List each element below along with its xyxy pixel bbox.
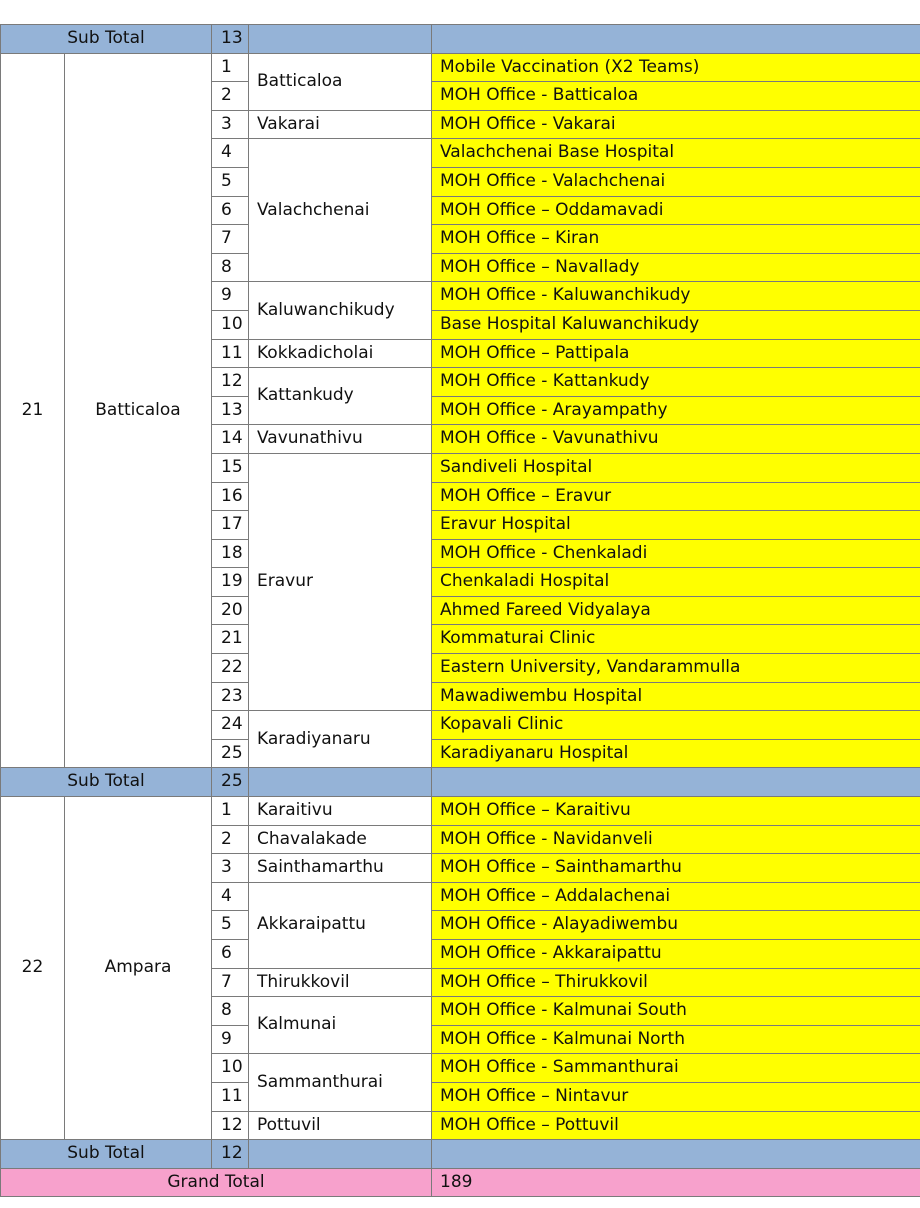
vaccination-location: MOH Office - Kalmunai South [432, 997, 920, 1026]
subtotal-label: Sub Total [1, 25, 212, 54]
row-number: 11 [212, 1082, 249, 1111]
row-number: 4 [212, 882, 249, 911]
row-number: 2 [212, 82, 249, 111]
subtotal-empty-cell [249, 1140, 432, 1169]
row-number: 21 [212, 625, 249, 654]
row-number: 5 [212, 911, 249, 940]
subtotal-row [1, 1140, 920, 1169]
row-number: 12 [212, 368, 249, 397]
moh-area: Kaluwanchikudy [249, 282, 432, 339]
moh-area: Akkaraipattu [249, 882, 432, 968]
vaccination-location: MOH Office – Pottuvil [432, 1111, 920, 1140]
vaccination-location: MOH Office - Vakarai [432, 110, 920, 139]
district-name: Batticaloa [65, 53, 212, 768]
row-number: 6 [212, 940, 249, 969]
subtotal-label: Sub Total [1, 1140, 212, 1169]
moh-area: Vavunathivu [249, 425, 432, 454]
vaccination-location: MOH Office - Akkaraipattu [432, 940, 920, 969]
row-number: 10 [212, 310, 249, 339]
vaccination-location: MOH Office - Chenkaladi [432, 539, 920, 568]
row-number: 12 [212, 1111, 249, 1140]
moh-area: Kattankudy [249, 368, 432, 425]
moh-area: Kokkadicholai [249, 339, 432, 368]
table-row [1, 797, 920, 826]
row-number: 5 [212, 167, 249, 196]
vaccination-location: MOH Office – Thirukkovil [432, 968, 920, 997]
vaccination-location: MOH Office - Batticaloa [432, 82, 920, 111]
moh-area: Batticaloa [249, 53, 432, 110]
row-number: 1 [212, 797, 249, 826]
vaccination-location: MOH Office – Nintavur [432, 1082, 920, 1111]
row-number: 14 [212, 425, 249, 454]
table-row [1, 53, 920, 82]
row-number: 25 [212, 739, 249, 768]
moh-area: Sainthamarthu [249, 854, 432, 883]
row-number: 15 [212, 453, 249, 482]
subtotal-value: 12 [212, 1140, 249, 1169]
subtotal-empty-cell [249, 25, 432, 54]
row-number: 10 [212, 1054, 249, 1083]
moh-area: Eravur [249, 453, 432, 710]
vaccination-location: Mobile Vaccination (X2 Teams) [432, 53, 920, 82]
vaccination-location: Valachchenai Base Hospital [432, 139, 920, 168]
row-number: 20 [212, 596, 249, 625]
row-number: 1 [212, 53, 249, 82]
subtotal-label: Sub Total [1, 768, 212, 797]
vaccination-location: MOH Office - Kalmunai North [432, 1025, 920, 1054]
vaccination-location: MOH Office - Navidanveli [432, 825, 920, 854]
vaccination-location: MOH Office - Sammanthurai [432, 1054, 920, 1083]
vaccination-location: MOH Office – Oddamavadi [432, 196, 920, 225]
vaccination-location: MOH Office – Pattipala [432, 339, 920, 368]
grand-total-row [1, 1168, 920, 1197]
subtotal-empty-cell [432, 768, 920, 797]
vaccination-location: MOH Office – Kiran [432, 225, 920, 254]
subtotal-row [1, 768, 920, 797]
row-number: 23 [212, 682, 249, 711]
vaccination-location: MOH Office – Addalachenai [432, 882, 920, 911]
row-number: 19 [212, 568, 249, 597]
vaccination-location: MOH Office - Kattankudy [432, 368, 920, 397]
subtotal-value: 25 [212, 768, 249, 797]
vaccination-location: MOH Office - Vavunathivu [432, 425, 920, 454]
district-number: 22 [1, 797, 65, 1140]
moh-area: Karaitivu [249, 797, 432, 826]
subtotal-empty-cell [432, 1140, 920, 1169]
row-number: 24 [212, 711, 249, 740]
vaccination-location: Base Hospital Kaluwanchikudy [432, 310, 920, 339]
moh-area: Valachchenai [249, 139, 432, 282]
moh-area: Pottuvil [249, 1111, 432, 1140]
vaccination-location: MOH Office – Sainthamarthu [432, 854, 920, 883]
grand-total-value: 189 [432, 1168, 920, 1197]
vaccination-location: Kopavali Clinic [432, 711, 920, 740]
vaccination-location: Sandiveli Hospital [432, 453, 920, 482]
grand-total-label: Grand Total [1, 1168, 432, 1197]
vaccination-location: Karadiyanaru Hospital [432, 739, 920, 768]
district-number: 21 [1, 53, 65, 768]
vaccination-location: MOH Office – Eravur [432, 482, 920, 511]
subtotal-empty-cell [249, 768, 432, 797]
vaccination-location: Ahmed Fareed Vidyalaya [432, 596, 920, 625]
vaccination-location: Mawadiwembu Hospital [432, 682, 920, 711]
row-number: 22 [212, 654, 249, 683]
vaccination-location: MOH Office - Kaluwanchikudy [432, 282, 920, 311]
vaccination-location: Eravur Hospital [432, 511, 920, 540]
vaccination-location: MOH Office - Arayampathy [432, 396, 920, 425]
row-number: 6 [212, 196, 249, 225]
row-number: 3 [212, 854, 249, 883]
row-number: 11 [212, 339, 249, 368]
vaccination-location: MOH Office - Alayadiwembu [432, 911, 920, 940]
subtotal-empty-cell [432, 25, 920, 54]
row-number: 4 [212, 139, 249, 168]
row-number: 3 [212, 110, 249, 139]
row-number: 9 [212, 282, 249, 311]
moh-area: Sammanthurai [249, 1054, 432, 1111]
district-name: Ampara [65, 797, 212, 1140]
row-number: 2 [212, 825, 249, 854]
moh-area: Vakarai [249, 110, 432, 139]
vaccination-location: Kommaturai Clinic [432, 625, 920, 654]
vaccination-location: MOH Office – Navallady [432, 253, 920, 282]
row-number: 7 [212, 968, 249, 997]
vaccination-location: MOH Office – Karaitivu [432, 797, 920, 826]
subtotal-row [1, 25, 920, 54]
row-number: 8 [212, 997, 249, 1026]
moh-area: Kalmunai [249, 997, 432, 1054]
row-number: 16 [212, 482, 249, 511]
row-number: 17 [212, 511, 249, 540]
moh-area: Karadiyanaru [249, 711, 432, 768]
vaccination-location: Eastern University, Vandarammulla [432, 654, 920, 683]
vaccination-location: MOH Office - Valachchenai [432, 167, 920, 196]
vaccination-centres-table [0, 24, 920, 1197]
vaccination-location: Chenkaladi Hospital [432, 568, 920, 597]
row-number: 7 [212, 225, 249, 254]
row-number: 8 [212, 253, 249, 282]
row-number: 18 [212, 539, 249, 568]
row-number: 9 [212, 1025, 249, 1054]
moh-area: Thirukkovil [249, 968, 432, 997]
moh-area: Chavalakade [249, 825, 432, 854]
row-number: 13 [212, 396, 249, 425]
subtotal-value: 13 [212, 25, 249, 54]
